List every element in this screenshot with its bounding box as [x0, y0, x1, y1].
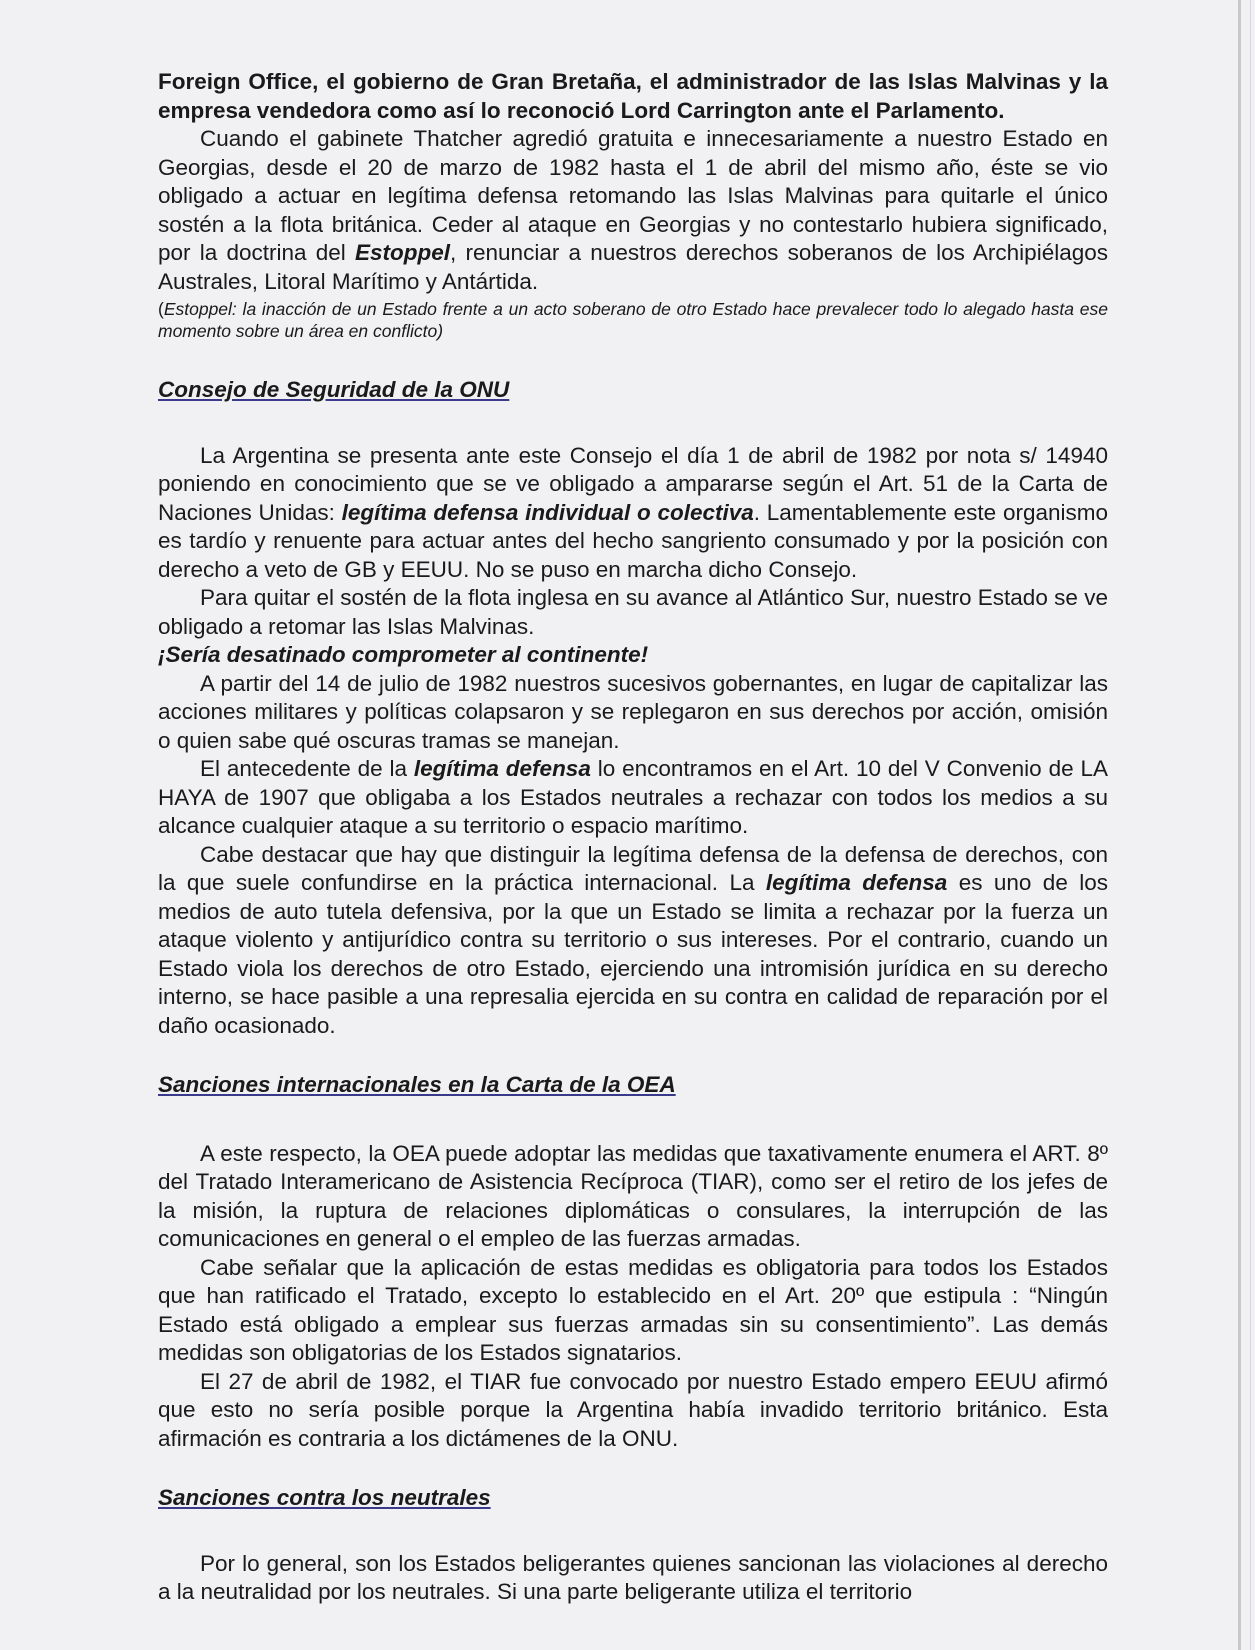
document-page: [158, 68, 1108, 1607]
paragraph-tiar: El 27 de abril de 1982, el TIAR fue convocado por nuestro Estado empero EEUU afirmó que esto no sería posible porque la Argentina había invadido territorio británico. Esta afirmación es contraria a los dictámenes de la ONU.: [158, 1368, 1108, 1451]
text: La Argentina se presenta ante este Consejo el día 1 de abril de 1982 por nota s/ 14940 poniendo en conocimiento que se ve obligado a ampararse según el Art. 51 de la Carta de Naciones Unidas:: [158, 442, 1108, 525]
paragraph-consejo: [158, 442, 1108, 585]
heading-sanciones-neutrales: Sanciones contra los neutrales: [158, 1485, 491, 1510]
paragraph-georgias: [158, 125, 1108, 296]
note-paren: (: [158, 299, 164, 319]
heading-consejo-seguridad: Consejo de Seguridad de la ONU: [158, 377, 510, 402]
paragraph-flota: Para quitar el sostén de la flota inglesa en su avance al Atlántico Sur, nuestro Estado se ve obligado a retomar las Islas Malvinas.: [158, 585, 1108, 639]
text: Cuando el gabinete Thatcher agredió gratuita e innecesariamente a nuestro Estado en Georgias, desde el 20 de marzo de 1982 hasta el 1 de abril del mismo año, éste se vio obligado a actuar en legítima defensa retomando las Islas Malvinas para quitarle el único sostén a la flota británica. Ceder al ataque en Georgias y no contestarlo hubiera significado, por la doctrina del: [158, 126, 1108, 265]
paragraph-oea: A este respecto, la OEA puede adoptar las medidas que taxativamente enumera el ART. 8º del Tratado Interamericano de Asistencia Recíproca (TIAR), como ser el retiro de los jefes de la misión, la ruptura de relaciones diplomáticas o consulares, la interrupción de las comunicaciones en general o el empleo de las fuerzas armadas.: [158, 1140, 1108, 1251]
page-edge-shadow: [1238, 0, 1241, 1650]
emphasis-legitima-defensa: legítima defensa individual o colectiva: [341, 499, 754, 525]
estoppel-note: [158, 298, 1108, 342]
heading-sanciones-oea: Sanciones internacionales en la Carta de la OEA: [158, 1072, 676, 1097]
exclamation-line: ¡Sería desatinado comprometer al continente!: [158, 642, 649, 667]
paragraph-aplicacion: Cabe señalar que la aplicación de estas medidas es obligatoria para todos los Estados que han ratificado el Tratado, excepto lo establecido en el Art. 20º que estipula : “Ningún Estado está obligado a emplear sus fuerzas armadas sin su consentimiento”. Las demás medidas son obligatorias de los Estados signatarios.: [158, 1254, 1108, 1365]
text: lo encontramos en el Art. 10 del V Convenio de LA HAYA de 1907 que obligaba a los Estados neutrales a rechazar con todos los medios a su alcance cualquier ataque a su territorio o espacio marítimo.: [158, 756, 1108, 838]
text: El antecedente de la: [200, 756, 414, 781]
paragraph-antecedente: [158, 755, 1108, 841]
paragraph-distinguir: [158, 841, 1108, 1041]
text: . Lamentablemente este organismo es tardío y renuente para actuar antes del hecho sangriento consumado y por la posición con derecho a veto de GB y EEUU. No se puso en marcha dicho Consejo.: [158, 499, 1108, 582]
emphasis-estoppel: Estoppel: [355, 240, 451, 265]
emphasis-legitima-defensa: legítima defensa: [413, 756, 591, 781]
paragraph-neutrales: Por lo general, son los Estados beligerantes quienes sancionan las violaciones al derecho a la neutralidad por los neutrales. Si una parte beligerante utiliza el territorio: [158, 1550, 1108, 1604]
intro-paragraph: Foreign Office, el gobierno de Gran Bretaña, el administrador de las Islas Malvinas y la empresa vendedora como así lo reconoció Lord Carrington ante el Parlamento.: [158, 69, 1108, 123]
text: Cabe destacar que hay que distinguir la legítima defensa de la defensa de derechos, con la que suele confundirse en la práctica internacional. La: [158, 841, 1108, 895]
emphasis-legitima-defensa: legítima defensa: [765, 870, 948, 895]
text: es uno de los medios de auto tutela defensiva, por la que un Estado se limita a rechazar por la fuerza un ataque violento y antijurídico contra su territorio o sus intereses. Por el contrario, cuando un Estado viola los derechos de otro Estado, ejerciendo una intromisión jurídica en su derecho interno, se hace pasible a una represalia ejercida en su contra en calidad de reparación por el daño ocasionado.: [158, 870, 1108, 1038]
note-text: Estoppel: la inacción de un Estado frente a un acto soberano de otro Estado hace prevalecer todo lo alegado hasta ese momento sobre un área en conflicto): [158, 299, 1108, 341]
text: , renunciar a nuestros derechos soberanos de los Archipiélagos Australes, Litoral Marítimo y Antártida.: [158, 240, 1109, 294]
paragraph-gobernantes: A partir del 14 de julio de 1982 nuestros sucesivos gobernantes, en lugar de capitalizar las acciones militares y políticas colapsaron y se replegaron en sus derechos por acción, omisión o quien sabe qué oscuras tramas se manejan.: [158, 670, 1108, 753]
page-edge-line: [1250, 0, 1251, 1650]
